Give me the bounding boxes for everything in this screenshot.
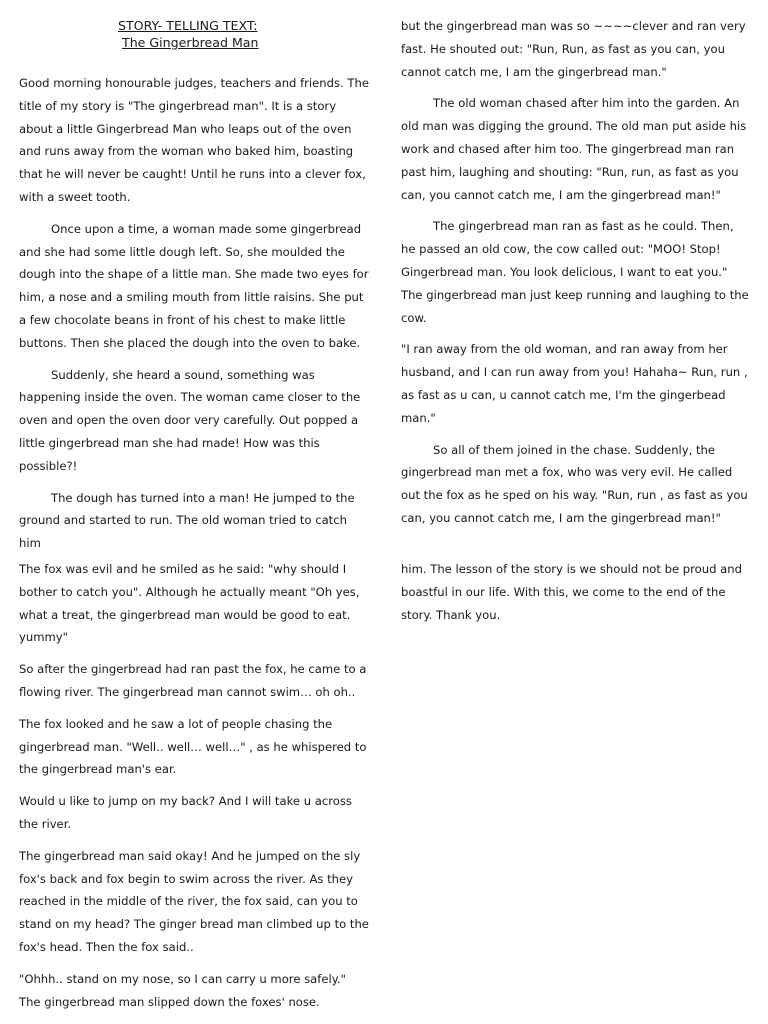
column-left-top (19, 72, 369, 564)
paragraph-conclusion: him. The lesson of the story is we should not be proud and boastful in our life. With this, we come to the end of the story. Thank you. (401, 562, 742, 622)
title-line-1: STORY- TELLING TEXT: (118, 18, 258, 33)
paragraph: but the gingerbread man was so ~~~~clever and ran very fast. He shouted out: "Run, Run, as fast as you can, you cannot catch me, I am the gingerbread man." (401, 19, 746, 79)
paragraph: The old woman chased after him into the garden. An old man was digging the ground. The old man put aside his work and chased after him too. The gingerbread man ran past him, laughing and shouting: "Run, run, as fast as you can, you cannot catch me, I am the gingerbread man!" (401, 96, 747, 202)
paragraph: "Ohhh.. stand on my nose, so I can carry u more safely." The gingerbread man slipped down the foxes' nose. (19, 971, 346, 1009)
paragraph: So all of them joined in the chase. Suddenly, the gingerbread man met a fox, who was very evil. He called out the fox as he sped on his way. "Run, run , as fast as you can, you cannot catch me, I am the gingerbread man!" (401, 442, 748, 525)
column-right-bottom (401, 558, 751, 635)
paragraph: The fox looked and he saw a lot of people chasing the gingerbread man. "Well.. well… well…" , as he whispered to the gingerbread man's ear. (19, 716, 367, 777)
paragraph: The dough has turned into a man! He jumped to the ground and started to run. The old woman tried to catch him (19, 490, 355, 551)
title-line-2: The Gingerbread Man (122, 35, 259, 50)
paragraph: "I ran away from the old woman, and ran away from her husband, and I can run away from you! Hahaha~ Run, run , as fast as u can, u cannot catch me, I'm the gingerbead man." (401, 342, 748, 425)
paragraph: The gingerbread man said okay! And he jumped on the sly fox's back and fox begin to swim across the river. As they reached in the middle of the river, the fox said, can you to stand on my head? The ginger bread man climbed up to the fox's head. Then the fox said.. (19, 848, 369, 954)
column-left-bottom (19, 558, 369, 1022)
column-right-top (401, 15, 751, 539)
paragraph-intro: Good morning honourable judges, teachers and friends. The title of my story is "The gingerbread man". It is a story about a little Gingerbread Man who leaps out of the oven and runs away from the woman who baked him, boasting that he will never be caught! Until he runs into a clever fox, with a sweet tooth. (19, 76, 369, 204)
paragraph: Once upon a time, a woman made some gingerbread and she had some little dough left. So, she moulded the dough into the shape of a little man. She made two eyes for him, a nose and a smiling mouth from little raisins. She put a few chocolate beans in front of his chest to make little buttons. Then she placed the dough into the oven to bake. (19, 221, 369, 350)
paragraph: The fox was evil and he smiled as he said: "why should I bother to catch you". Although he actually meant "Oh yes, what a treat, the gingerbread man would be good to eat. yummy" (19, 562, 360, 645)
story-title (19, 17, 369, 51)
paragraph: So after the gingerbread had ran past the fox, he came to a flowing river. The gingerbread man cannot swim… oh oh.. (19, 662, 367, 699)
paragraph: The gingerbread man ran as fast as he could. Then, he passed an old cow, the cow called out: "MOO! Stop! Gingerbread man. You look delicious, I want to eat you." The gingerbread man just keep running and laughing to the cow. (401, 219, 749, 325)
paragraph: Would u like to jump on my back? And I will take u across the river. (19, 794, 352, 831)
paragraph: Suddenly, she heard a sound, something was happening inside the oven. The woman came closer to the oven and open the oven door very carefully. Out popped a little gingerbread man she had made! How was this possible?! (19, 367, 361, 473)
